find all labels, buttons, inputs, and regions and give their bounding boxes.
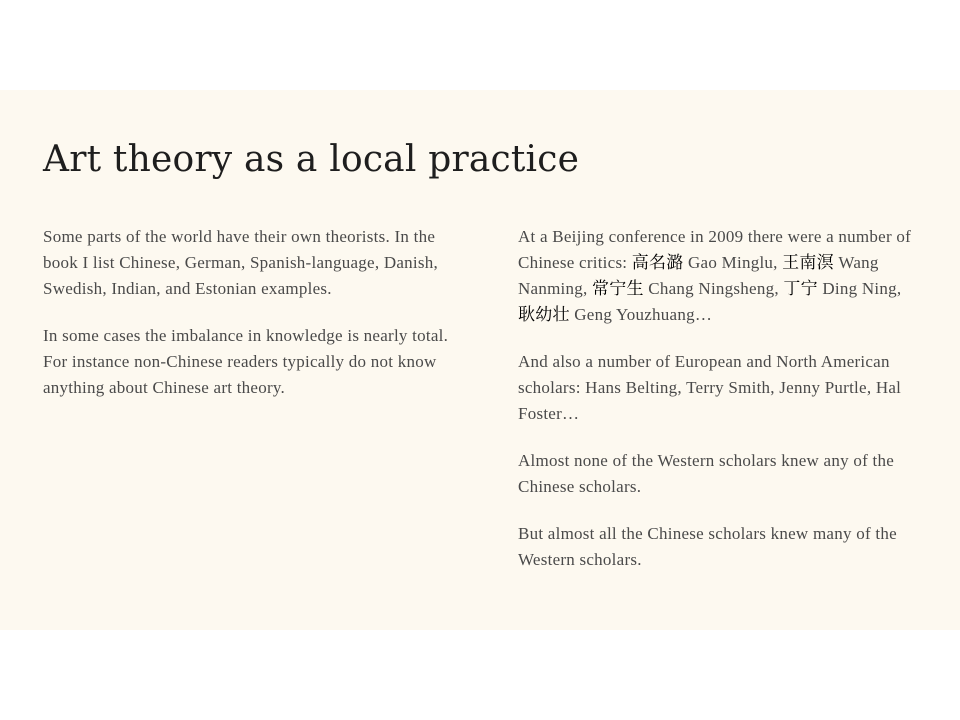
right-paragraph-4: But almost all the Chinese scholars knew many of the Western scholars. xyxy=(518,524,897,569)
critic-2-chinese: 王南溟 xyxy=(782,253,834,272)
critic-3-name: Chang Ningsheng xyxy=(648,279,775,298)
critic-1-chinese: 高名潞 xyxy=(631,253,684,272)
slide-title: Art theory as a local practice xyxy=(43,139,580,180)
right-column xyxy=(518,224,923,594)
critic-1-name: Gao Minglu xyxy=(688,253,774,272)
critic-4-chinese: 丁宁 xyxy=(783,279,818,298)
right-paragraph-3: Almost none of the Western scholars knew any of the Chinese scholars. xyxy=(518,451,895,496)
slide xyxy=(0,90,960,630)
critics-ellipsis: … xyxy=(694,305,713,324)
left-paragraph-1: Some parts of the world have their own theorists. In the book I list Chinese, German, Spanish-language, Danish, Swedish, Indian, and Estonian examples. xyxy=(43,227,438,298)
left-paragraph-2: In some cases the imbalance in knowledge is nearly total. For instance non-Chinese readers typically do not know anything about Chinese art theory. xyxy=(43,326,449,397)
critics-intro: At a Beijing conference in 2009 there were a number of Chinese critics: xyxy=(518,227,912,272)
critic-5-name: Geng Youzhuang xyxy=(574,305,695,324)
right-paragraph-2: And also a number of European and North American scholars: Hans Belting, Terry Smith, Jenny Purtle, Hal Foster… xyxy=(518,352,902,423)
critic-2-name: Wang Nanming xyxy=(518,253,879,298)
left-column xyxy=(43,224,453,422)
critic-3-chinese: 常宁生 xyxy=(592,279,644,298)
critic-4-name: Ding Ning xyxy=(822,279,897,298)
critic-5-chinese: 耿幼壮 xyxy=(518,305,570,324)
critics-paragraph: At a Beijing conference in 2009 there were a number of Chinese critics: 高名潞 Gao Minglu, 王南溟 Wang Nanming, 常宁生 Chang Ningsheng, 丁宁 Ding Ning, 耿幼壮 Geng Youzhuang… xyxy=(518,227,912,324)
